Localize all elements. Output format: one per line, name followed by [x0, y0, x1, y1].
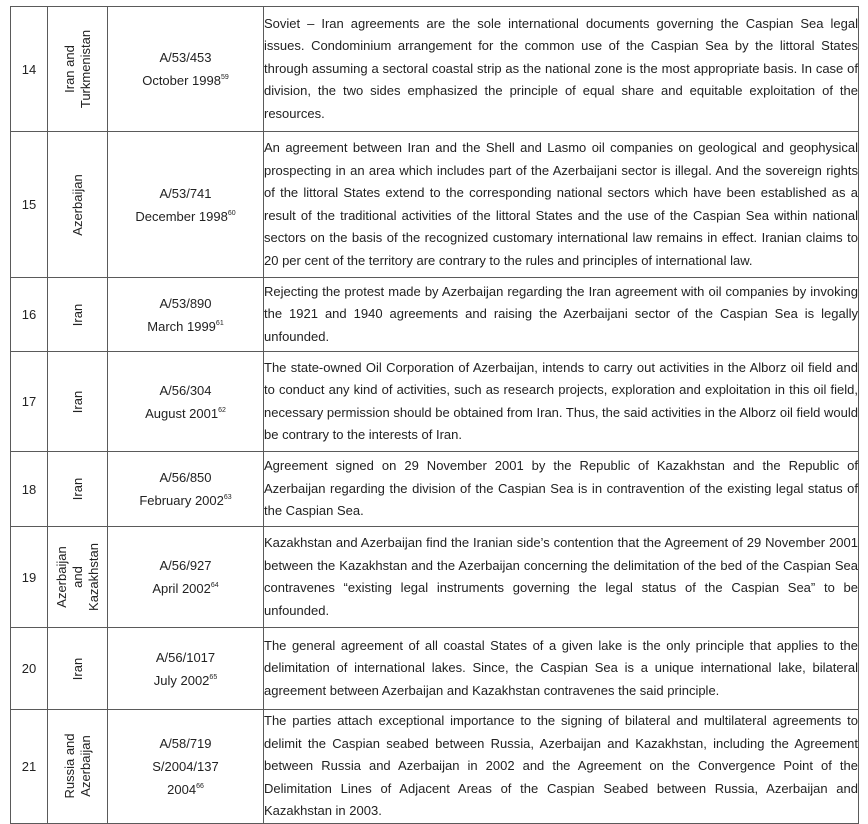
row-number: 20	[11, 628, 48, 710]
document-reference-text: S/2004/137	[152, 758, 219, 774]
state-label	[70, 174, 86, 235]
footnote-marker: 61	[215, 319, 224, 327]
description-text: Kazakhstan and Azerbaijan find the Iranian side’s contention that the Agreement of 29 November 2001 between the Kazakhstan and the Azerbaijan concerning the delimitation of the bed of the Caspian Sea contravenes “existing legal instruments governing the legal status of the Caspian Sea” to be unfounded.	[264, 527, 859, 628]
state-label-line: Iran	[69, 303, 85, 326]
description-text: Agreement signed on 29 November 2001 by the Republic of Kazakhstan and the Republic of Azerbaijan regarding the division of the Caspian Sea is in contravention of the existing legal status of the Caspian Sea.	[264, 452, 859, 527]
description-text: The general agreement of all coastal States of a given lake is the only principle that applies to the delimitation of international lakes. Since, the Caspian Sea is a unique international lake, bilateral agreement between Azerbaijan and Kazakhstan contravenes the said principle.	[264, 628, 859, 710]
document-reference	[108, 628, 264, 710]
document-reference-line	[108, 379, 263, 402]
state-label-line: Turkmenistan	[77, 29, 93, 109]
document-reference-text: July 2002	[153, 672, 210, 688]
state-label	[62, 30, 94, 108]
state-label-line: Iran	[69, 477, 85, 501]
state-cell	[48, 7, 108, 132]
state-cell	[48, 278, 108, 352]
description-text: An agreement between Iran and the Shell and Lasmo oil companies on geological and geophysical prospecting in an area which includes part of the Azerbaijani sector is illegal. And the sovereign rights of the littoral States extend to the corresponding national sectors which have been established as a result of the traditional activities of the littoral States and the use of the Caspian Sea within national sectors on the basis of the recognized customary international law remains in effect. Iranian claims to 20 per cent of the territory are contrary to the rules and principles of international law.	[264, 132, 859, 278]
footnote-marker: 63	[223, 494, 232, 501]
row-number: 16	[11, 278, 48, 352]
document-reference	[108, 710, 264, 824]
document-reference-line	[108, 466, 263, 489]
document-reference-text: A/56/850	[159, 470, 212, 485]
footnote-marker: 66	[196, 782, 204, 790]
document-reference-text: October 1998	[142, 73, 221, 88]
table-row	[11, 527, 859, 628]
document-reference-text: February 2002	[139, 493, 224, 508]
document-reference-text: April 2002	[152, 581, 211, 596]
state-label	[70, 303, 86, 325]
state-label	[70, 390, 86, 412]
caspian-agreements-table	[10, 6, 859, 824]
document-reference-text: A/53/453	[159, 50, 212, 65]
document-reference-line	[108, 205, 263, 228]
row-number: 18	[11, 452, 48, 527]
document-reference	[108, 278, 264, 352]
state-label-line: Kazakhstan	[85, 543, 101, 611]
document-reference	[108, 7, 264, 132]
table-row	[11, 352, 859, 452]
state-label-line: Iran and	[61, 45, 77, 93]
document-reference-line	[108, 755, 263, 778]
document-reference-line	[108, 554, 263, 577]
document-reference-text: A/56/927	[159, 558, 212, 573]
document-reference	[108, 452, 264, 527]
document-reference-line	[108, 46, 263, 69]
state-label-line: and	[69, 566, 85, 588]
document-reference-text: August 2001	[145, 405, 219, 421]
document-reference-text: A/56/304	[159, 382, 212, 398]
document-reference-line	[108, 669, 263, 692]
document-reference-text: A/56/1017	[155, 649, 216, 665]
document-reference-line	[108, 732, 263, 755]
document-reference-line	[108, 778, 263, 801]
state-cell	[48, 352, 108, 452]
state-cell	[48, 710, 108, 824]
table-body	[11, 7, 859, 824]
table-row	[11, 7, 859, 132]
document-reference-line	[108, 646, 263, 669]
document-reference-text: March 1999	[147, 318, 216, 334]
document-reference-text: 2004	[167, 781, 197, 797]
footnote-marker: 65	[209, 673, 218, 681]
document-reference-text: December 1998	[135, 208, 228, 224]
document-reference	[108, 527, 264, 628]
description-text: The state-owned Oil Corporation of Azerbaijan, intends to carry out activities in the Alborz oil field and to conduct any kind of activities, such as research projects, exploration and exploitation in this oil field, necessary permission should be obtained from Iran. Thus, the said activities in the Alborz oil field would be contrary to the interests of Iran.	[264, 352, 859, 452]
document-reference-line	[108, 315, 263, 338]
document-reference-line	[108, 292, 263, 315]
state-label-line: Azerbaijan	[69, 173, 85, 236]
state-cell	[48, 527, 108, 628]
table-row	[11, 132, 859, 278]
table-row	[11, 628, 859, 710]
row-number: 17	[11, 352, 48, 452]
state-label	[62, 734, 94, 799]
state-label-line: Iran	[69, 390, 85, 413]
document-reference-line	[108, 182, 263, 205]
document-reference-line	[108, 489, 263, 512]
document-reference-text: A/53/741	[159, 185, 212, 201]
row-number: 14	[11, 7, 48, 132]
document-reference-text: A/53/890	[159, 295, 212, 311]
description-text: Rejecting the protest made by Azerbaijan regarding the Iran agreement with oil companies by invoking the 1921 and 1940 agreements and raising the Azerbaijani sector of the Caspian Sea is legally unfounded.	[264, 278, 859, 352]
description-text: Soviet – Iran agreements are the sole international documents governing the Caspian Sea legal issues. Condominium arrangement for the common use of the Caspian Sea by the littoral States through assuming a sectoral coastal strip as the national zone is the most appropriate basis. In case of division, the two sides emphasized the principle of equal share and equitable exploitation of the resources.	[264, 7, 859, 132]
state-label	[70, 478, 86, 500]
state-label	[70, 657, 86, 679]
state-cell	[48, 628, 108, 710]
state-label-line: Azerbaijan	[53, 546, 69, 608]
state-label-line: Azerbaijan	[77, 735, 93, 797]
state-label-line: Russia and	[61, 733, 77, 799]
document-reference-line	[108, 69, 263, 92]
document-reference	[108, 352, 264, 452]
footnote-marker: 59	[220, 74, 229, 81]
state-cell	[48, 452, 108, 527]
state-label-line: Iran	[69, 657, 85, 680]
state-cell	[48, 132, 108, 278]
state-label	[54, 543, 102, 611]
description-text: The parties attach exceptional importance to the signing of bilateral and multilateral agreements to delimit the Caspian seabed between Russia, Azerbaijan and Kazakhstan, including the Agreement between Russia and Azerbaijan in 2002 and the Agreement on the Convergence Point of the Delimitation Lines of Adjacent Areas of the Caspian Seabed between Russia, Azerbaijan and Kazakhstan in 2003.	[264, 710, 859, 824]
table-row	[11, 710, 859, 824]
footnote-marker: 60	[227, 209, 236, 217]
row-number: 21	[11, 710, 48, 824]
table-row	[11, 452, 859, 527]
row-number: 19	[11, 527, 48, 628]
document-reference-text: A/58/719	[159, 735, 212, 751]
document-reference-line	[108, 402, 263, 425]
footnote-marker: 62	[218, 406, 226, 414]
table-row	[11, 278, 859, 352]
footnote-marker: 64	[210, 582, 219, 589]
document-reference-line	[108, 577, 263, 600]
document-reference	[108, 132, 264, 278]
row-number: 15	[11, 132, 48, 278]
